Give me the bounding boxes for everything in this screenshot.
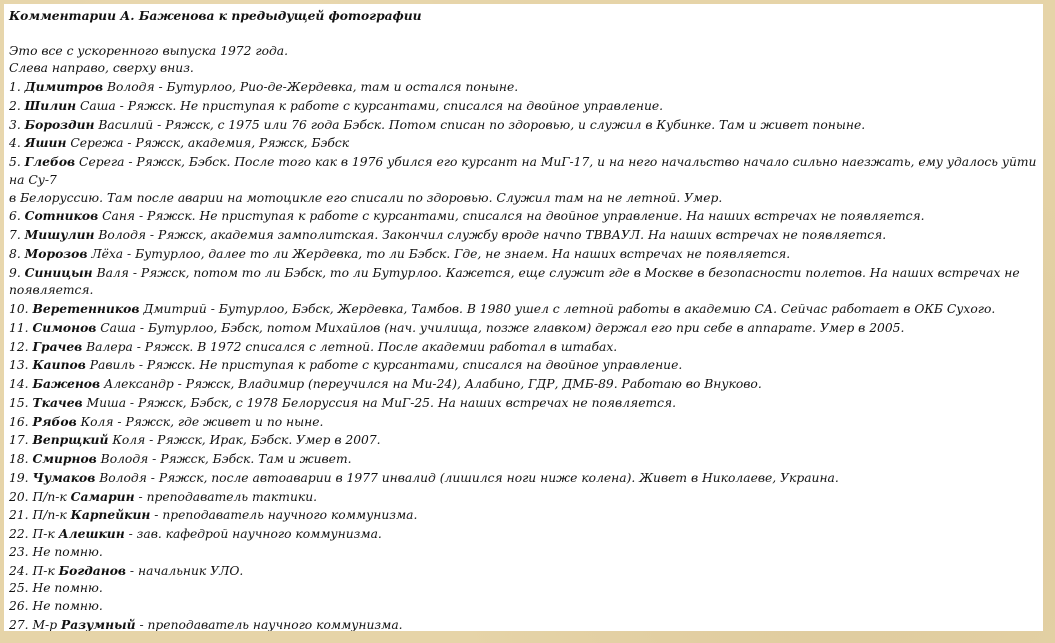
item-number: 15. [9, 395, 29, 410]
item-text: Саня - Ряжск. Не приступая к работе с курсантами, списался на двойное управление. На наших встречах не появляется. [98, 209, 925, 224]
item-surname: Грачев [32, 338, 83, 354]
item-surname: Димитров [24, 79, 104, 94]
item-surname: Сотников [24, 208, 99, 224]
list-item [9, 116, 1038, 135]
list-item [9, 97, 1038, 116]
item-text: Валя - Ряжск, потом то ли Бэбск, то ли Бутурлоо. Кажется, еще служит где в Москве в безопасности полетов. На наших встречах не появляется. [9, 265, 1020, 298]
item-number: 14. [9, 377, 29, 391]
list-item [9, 78, 1038, 97]
list-item [9, 598, 1038, 616]
item-number: 3. [9, 117, 21, 132]
item-rank: Не помню. [28, 599, 103, 613]
item-rank: М-р [28, 617, 61, 631]
item-surname: Симонов [32, 319, 97, 335]
item-text: Саша - Бутурлоо, Бэбск, потом Михайлов (нач. училища, позже главком) держал его при себе в аппарате. Умер в 2005. [96, 320, 905, 335]
item-text: - зав. кафедрой научного коммунизма. [124, 527, 382, 541]
list-item [9, 338, 1038, 357]
item-number: 21. [9, 508, 29, 523]
item-surname: Бороздин [24, 116, 95, 132]
item-rank: Не помню. [28, 544, 103, 559]
list-item [9, 356, 1038, 375]
item-text: Володя - Бутурлоо, Рио-де-Жердевка, там и остался поныне. [103, 80, 519, 94]
intro-line: Это все с ускоренного выпуска 1972 года. [9, 43, 289, 58]
item-number: 23. [9, 544, 29, 559]
list-item [9, 469, 1038, 488]
text-panel [4, 4, 1043, 631]
item-rank: П/п-к [28, 508, 71, 523]
list-item [9, 506, 1038, 525]
item-text: Дмитрий - Бутурлоо, Бэбск, Жердевка, Тамбов. В 1980 ушел с летной работы в академию СА. Сейчас работает в ОКБ Сухого. [139, 302, 996, 316]
item-number: 11. [9, 320, 29, 335]
list-item [9, 544, 1038, 562]
list-item [9, 616, 1038, 631]
item-text: Миша - Ряжск, Бэбск, с 1978 Белоруссия на МиГ-25. На наших встречах не появляется. [82, 395, 677, 410]
item-number: 17. [9, 433, 29, 448]
item-rank: П/п-к [28, 489, 71, 504]
item-number: 27. [9, 617, 29, 631]
item-number: 20. [9, 489, 29, 504]
item-surname: Вепрщкий [32, 432, 109, 448]
item-surname: Мишулин [24, 227, 95, 242]
list-item [9, 153, 1038, 190]
item-text: - преподаватель тактики. [134, 489, 318, 504]
list-item [9, 562, 1038, 581]
item-text: Сережа - Ряжск, академия, Ряжск, Бэбск [66, 136, 350, 151]
item-text: Валера - Ряжск. В 1972 списался с летной. После академии работал в штабах. [82, 339, 618, 354]
item-surname: Рябов [32, 413, 77, 429]
item-number: 25. [9, 581, 29, 596]
item-number: 12. [9, 339, 29, 354]
list-item [9, 319, 1038, 338]
list-item [9, 300, 1038, 319]
item-text: Коля - Ряжск, Ирак, Бэбск. Умер в 2007. [108, 433, 381, 448]
item-number: 1. [9, 80, 21, 94]
list-item [9, 207, 1038, 226]
item-number: 5. [9, 155, 21, 169]
item-surname: Смирнов [32, 451, 97, 466]
item-surname: Морозов [24, 245, 88, 261]
item-text: Коля - Ряжск, где живет и по ныне. [76, 414, 324, 429]
item-text: Лёха - Бутурлоо, далее то ли Жердевка, то ли Бэбск. Где, не знаем. На наших встречах не появляется. [87, 246, 791, 261]
item-number: 2. [9, 98, 21, 113]
item-rank: П-к [28, 563, 59, 578]
item-text: Володя - Ряжск, академия замполитская. Закончил службу вроде начпо ТВВАУЛ. На наших встречах не появляется. [94, 228, 887, 242]
item-text: Серега - Ряжск, Бэбск. После того как в 1976 убился его курсант на МиГ-17, и на него начальство начало сильно наезжать, ему удалось уйти на Су-7 [9, 155, 1037, 187]
item-number: 8. [9, 246, 21, 261]
list-item [9, 394, 1038, 413]
item-text: Александр - Ряжск, Владимир (переучился на Ми-24), Алабино, ГДР, ДМБ-89. Работаю во Внуково. [100, 377, 762, 391]
list-item [9, 431, 1038, 450]
list-item [9, 525, 1038, 544]
item-surname: Ткачев [32, 394, 83, 410]
item-surname: Карпейкин [70, 507, 151, 523]
list-item [9, 134, 1038, 153]
intro-line: Слева направо, сверху вниз. [9, 61, 194, 76]
item-number: 9. [9, 265, 21, 280]
item-text: Володя - Ряжск, после автоаварии в 1977 инвалид (лишился ноги ниже колена). Живет в Николаеве, Украина. [95, 470, 839, 485]
list-item [9, 413, 1038, 432]
item-number: 18. [9, 452, 29, 466]
item-text: Саша - Ряжск. Не приступая к работе с курсантами, списался на двойное управление. [76, 98, 664, 113]
spacer [9, 25, 1038, 43]
item-surname: Чумаков [32, 469, 96, 485]
list-item [9, 245, 1038, 264]
item-number: 16. [9, 414, 29, 429]
list-item [9, 580, 1038, 598]
item-surname: Баженов [32, 376, 101, 391]
item-text: Равиль - Ряжск. Не приступая к работе с курсантами, списался на двойное управление. [85, 358, 683, 373]
list-item [9, 488, 1038, 507]
item-text: - начальник УЛО. [126, 563, 244, 578]
item-surname: Алешкин [58, 526, 125, 541]
item-number: 19. [9, 470, 29, 485]
item-continuation: в Белоруссию. Там после аварии на мотоцикле его списали по здоровью. Служил там на не летной. Умер. [9, 190, 723, 205]
item-surname: Самарин [70, 488, 135, 504]
item-surname: Богданов [58, 562, 126, 578]
entry-list [9, 78, 1038, 631]
item-number: 7. [9, 228, 21, 242]
page-title: Комментарии А. Баженова к предыдущей фотографии [9, 8, 422, 23]
item-text: Володя - Ряжск, Бэбск. Там и живет. [96, 452, 352, 466]
list-item [9, 264, 1038, 301]
item-number: 10. [9, 302, 29, 316]
item-text: - преподаватель научного коммунизма. [150, 508, 418, 523]
item-number: 6. [9, 209, 21, 224]
item-number: 22. [9, 527, 29, 541]
item-surname: Глебов [24, 154, 76, 169]
item-surname: Синицын [24, 264, 93, 280]
item-number: 26. [9, 599, 29, 613]
item-text: Василий - Ряжск, с 1975 или 76 года Бэбск. Потом списан по здоровью, и служил в Кубинке. Там и живет поныне. [94, 117, 866, 132]
item-surname: Каипов [32, 357, 86, 373]
list-item [9, 375, 1038, 394]
item-rank: П-к [28, 527, 59, 541]
list-item [9, 226, 1038, 245]
item-surname: Разумный [61, 616, 136, 631]
item-surname: Веретенников [32, 301, 140, 316]
item-surname: Шилин [24, 97, 77, 113]
list-item [9, 450, 1038, 469]
item-surname: Яшин [24, 135, 67, 151]
item-number: 4. [9, 136, 21, 151]
item-rank: Не помню. [28, 581, 103, 596]
item-text: - преподаватель научного коммунизма. [135, 617, 403, 631]
item-number: 13. [9, 358, 29, 373]
item-number: 24. [9, 563, 29, 578]
